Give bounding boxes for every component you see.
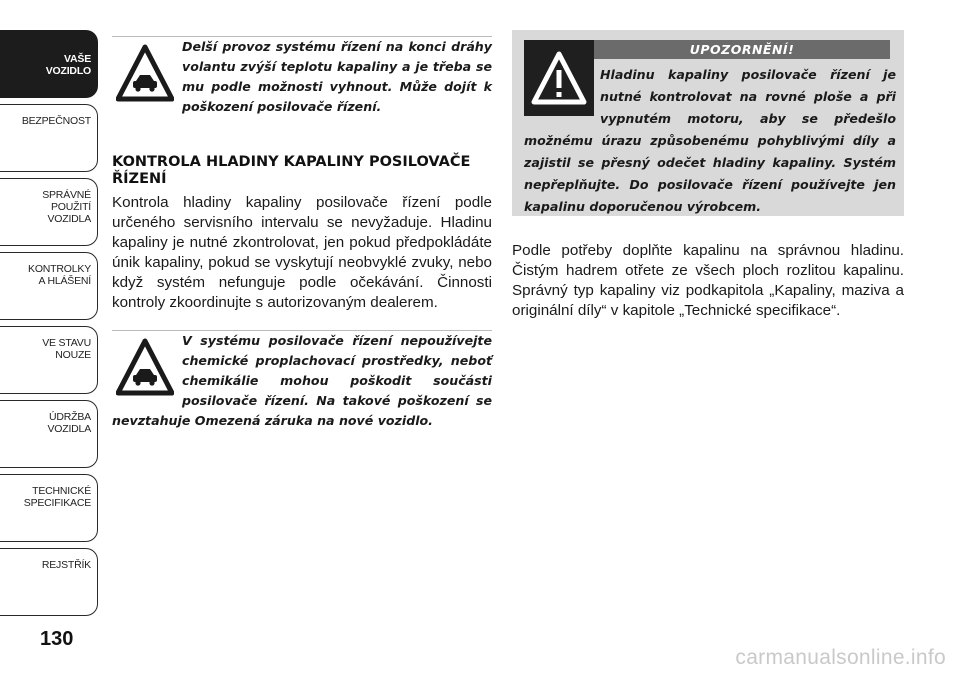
tab-ve-stavu-nouze[interactable]: VE STAVU NOUZE (0, 326, 98, 394)
tab-rejstrik[interactable]: REJSTŘÍK (0, 548, 98, 616)
tab-bezpecnost[interactable]: BEZPEČNOST (0, 104, 98, 172)
watermark: carmanualsonline.info (735, 646, 946, 669)
body-paragraph-right: Podle potřeby doplňte kapalinu na správnou hladinu. Čistým hadrem otřete ze všech ploch rozlitou kapalinu. Správný typ kapaliny viz podkapitola „Kapaliny, maziva a originální díly“ v kapitole „Technické specifikace“. (512, 242, 904, 320)
divider (112, 36, 492, 37)
page-number: 130 (40, 628, 74, 650)
caution-note-bottom (112, 330, 492, 431)
tab-vase-vozidlo[interactable]: VAŠE VOZIDLO (0, 30, 98, 98)
chapter-tab-rail (0, 30, 98, 622)
warning-text-block (524, 64, 896, 218)
car-caution-triangle-icon (116, 41, 174, 105)
tab-udrzba-vozidla[interactable]: ÚDRŽBA VOZIDLA (0, 400, 98, 468)
divider (112, 330, 492, 331)
car-caution-triangle-icon (116, 335, 174, 399)
body-paragraph: Kontrola hladiny kapaliny posilovače řízení podle určeného servisního intervalu se nevyžaduje. Hladinu kapaliny je nutné zkontrolovat, jen pokud předpokládáte únik kapaliny, pokud se vyskytují neobvyklé zvuky, nebo když systém nefunguje podle očekávání. Činnosti kontroly zkoordinujte s autorizovaným dealerem. (112, 194, 492, 312)
section-heading: KONTROLA HLADINY KAPALINY POSILOVAČE ŘÍZENÍ (112, 154, 471, 188)
tab-spravne-pouziti-vozidla[interactable]: SPRÁVNÉ POUŽITÍ VOZIDLA (0, 178, 98, 246)
warning-text: Hladinu kapaliny posilovače řízení je nutné kontrolovat na rovné ploše a při vypnutém motoru, aby se předešlo možnému úrazu způsobenému pohyblivými díly a zajistil se přesný odečet hladiny kapaliny. Systém nepřeplňujte. Do posilovače řízení používejte jen kapalinu doporučenou výrobcem. (524, 67, 896, 214)
tab-technicke-specifikace[interactable]: TECHNICKÉ SPECIFIKACE (0, 474, 98, 542)
warning-title: UPOZORNĚNÍ! (594, 40, 890, 59)
warning-box (512, 30, 904, 216)
caution-note-text: V systému posilovače řízení nepoužívejte chemické proplachovací prostředky, neboť chemikálie mohou poškodit součásti posilovače řízení. Na takové poškození se nevztahuje Omezená záruka na nové vozidlo. (112, 333, 492, 428)
caution-note-text: Delší provoz systému řízení na konci dráhy volantu zvýší teplotu kapaliny a je třeba se mu podle možnosti vyhnout. Může dojít k poškození posilovače řízení. (182, 39, 492, 114)
caution-note-top (112, 36, 492, 117)
tab-kontrolky-a-hlaseni[interactable]: KONTROLKY A HLÁŠENÍ (0, 252, 98, 320)
